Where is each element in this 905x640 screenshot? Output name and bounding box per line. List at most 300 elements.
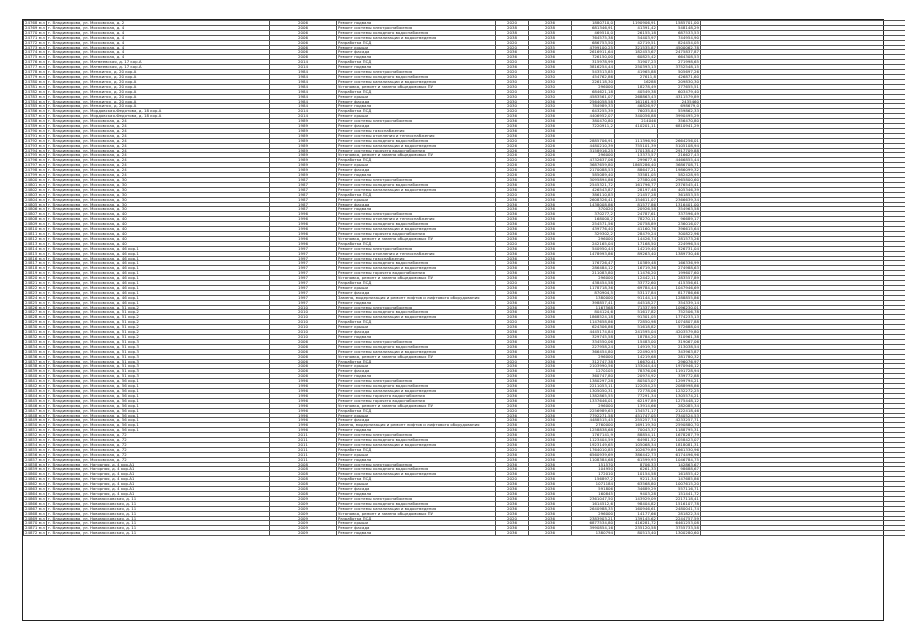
start-year-cell: 2036: [496, 251, 529, 256]
row-id-cell: 24846 м.з: [25, 403, 45, 408]
build-year-cell: 1997: [270, 281, 337, 286]
build-year-cell: 1996: [270, 212, 337, 217]
cost-component-cell: 268863,43: [615, 94, 658, 99]
build-year-cell: 1996: [270, 384, 337, 389]
row-id-cell: 24823 м.з: [25, 290, 45, 295]
cost-component-cell: 255257,74: [615, 418, 658, 423]
start-year-cell: 2036: [496, 374, 529, 379]
start-year-cell: 2026: [496, 143, 529, 148]
row-id-cell: 24841 м.з: [25, 378, 45, 384]
work-type-cell: Установка, ремонт и замена общедомовых ПУ: [337, 153, 496, 158]
cost-balance-cell: 1389730,46: [658, 251, 701, 256]
cost-balance-cell: 557116,71: [658, 487, 701, 492]
start-year-cell: 2030: [496, 79, 529, 84]
cost-balance-cell: 343963,87: [658, 349, 701, 354]
build-year-cell: 1996: [270, 222, 337, 227]
row-id-cell: 24862 м.з: [25, 481, 45, 487]
cost-balance-cell: 1516107,78: [658, 501, 701, 506]
total-cost-cell: 1147658,86: [572, 320, 615, 325]
start-year-cell: 2036: [496, 526, 529, 531]
cost-balance-cell: 2435460: [658, 99, 701, 104]
end-year-cell: 2036: [529, 398, 572, 403]
cost-component-cell: 88854,11: [615, 433, 658, 438]
total-cost-cell: 151570: [572, 462, 615, 467]
start-year-cell: 2036: [496, 393, 529, 398]
end-year-cell: 2036: [529, 271, 572, 276]
cost-balance-cell: 4500062,78: [658, 45, 701, 50]
row-id-cell: 24828 м.з: [25, 314, 45, 320]
row-id-cell: 24857 м.з: [25, 457, 45, 462]
address-cell: г. Владимирова, ул. Московская, д. 51 кор.2: [47, 330, 270, 335]
cost-component-cell: 61599,93: [615, 457, 658, 462]
row-id-cell: 24850 м.з: [25, 422, 45, 428]
work-type-cell: Ремонт системы канализации и водоотведения: [337, 349, 496, 354]
start-year-cell: 2036: [496, 384, 529, 389]
cost-component-cell: 51618,82: [615, 325, 658, 330]
cost-balance-cell: 282085,34: [658, 403, 701, 408]
end-year-cell: 2036: [529, 339, 572, 344]
start-year-cell: 2030: [496, 104, 529, 109]
address-cell: г. Владимирова, ул. Московская, д. 56 кор.1: [47, 398, 270, 403]
build-year-cell: 2006: [270, 374, 337, 379]
start-year-cell: 2036: [496, 379, 529, 384]
work-type-cell: Ремонт системы газоснабжения: [337, 256, 496, 261]
end-year-cell: 2036: [529, 128, 572, 133]
build-year-cell: 1989: [270, 153, 337, 158]
cost-balance-cell: 1275448,12: [658, 398, 701, 403]
start-year-cell: 2026: [496, 168, 529, 173]
cost-balance-cell: 1818081,31: [658, 442, 701, 447]
row-id-cell: 24812 м.з: [25, 236, 45, 241]
total-cost-cell: 2170088,53: [572, 168, 615, 173]
build-year-cell: 2010: [270, 305, 337, 310]
start-year-cell: 2036: [496, 472, 529, 477]
address-cell: г. Владимирова, ул. Менжинск, д. 20 кор.А: [47, 84, 270, 89]
build-year-cell: 2006: [270, 30, 337, 35]
address-cell: г. Владимирова, ул. Московская, д. 51 кор.2: [47, 325, 270, 330]
build-year-cell: 1987: [270, 202, 337, 207]
build-year-cell: 1984: [270, 99, 337, 104]
cost-balance-cell: 2480041,74: [658, 506, 701, 511]
start-year-cell: 2030: [496, 94, 529, 99]
build-year-cell: 2009: [270, 511, 337, 516]
start-year-cell: 2036: [496, 197, 529, 202]
cost-component-cell: 88647,21: [615, 168, 658, 173]
total-cost-cell: 1380297,28: [572, 379, 615, 384]
total-cost-cell: 296000: [572, 276, 615, 281]
cost-balance-cell: 2217118,41: [658, 496, 701, 501]
cost-component-cell: 16288: [615, 79, 658, 84]
work-type-cell: Ремонт системы канализации и водоотведения: [337, 79, 496, 84]
start-year-cell: 2020: [496, 320, 529, 325]
work-type-cell: Ремонт системы канализации и водоотведения: [337, 388, 496, 393]
total-cost-cell: 1123404,59: [572, 438, 615, 443]
end-year-cell: 2036: [529, 388, 572, 393]
row-id-cell: 24855 м.з: [25, 447, 45, 452]
cost-balance-cell: 339772,88: [658, 374, 701, 379]
cost-balance-cell: 236016,07: [658, 222, 701, 227]
cost-balance-cell: 142863,67: [658, 462, 701, 467]
row-id-cell: 24866 м.з: [25, 501, 45, 506]
cost-component-cell: 133044,44: [615, 364, 658, 369]
work-type-cell: Ремонт подвала: [337, 374, 496, 379]
build-year-cell: 2014: [270, 65, 337, 70]
cost-component-cell: 214046: [615, 119, 658, 124]
row-id-cell: 24786 м.з: [25, 108, 45, 114]
work-type-cell: Ремонт системы холодного водоснабжения: [337, 182, 496, 187]
build-year-cell: 2010: [270, 315, 337, 320]
total-cost-cell: 2885706,91: [572, 138, 615, 143]
build-year-cell: 1996: [270, 217, 337, 222]
work-type-cell: Установка, ремонт и замена общедомовых ПУ: [337, 276, 496, 281]
total-cost-cell: 380470,80: [572, 119, 615, 124]
total-cost-cell: 226118,30: [572, 79, 615, 84]
end-year-cell: 2036: [529, 364, 572, 369]
address-cell: г. Владимирова, ул. Новомосковская, д. 11: [47, 521, 270, 526]
row-id-cell: 24788 м.з: [25, 118, 45, 124]
total-cost-cell: 1382865,55: [572, 393, 615, 398]
address-cell: г. Владимирова, ул. Московская, д. 56 кор.1: [47, 384, 270, 389]
build-year-cell: 2006: [270, 359, 337, 364]
end-year-cell: 2030: [529, 89, 572, 94]
address-cell: г. Владимирова, ул. Московская, д. 46 кор.1: [47, 266, 270, 271]
total-cost-cell: 242165,04: [572, 241, 615, 246]
address-cell: г. Владимирова, ул. Московская, д. 56 кор.1: [47, 413, 270, 418]
row-id-cell: 24832 м.з: [25, 334, 45, 339]
row-id-cell: 24808 м.з: [25, 216, 45, 222]
total-cost-cell: 3158916,25: [572, 148, 615, 153]
cost-component-cell: 134571,17: [615, 408, 658, 413]
cost-component-cell: 755101,39: [615, 143, 658, 148]
end-year-cell: 2036: [529, 305, 572, 310]
row-id-cell: 24770 м.з: [25, 30, 45, 35]
start-year-cell: 2038: [496, 30, 529, 35]
end-year-cell: 2036: [529, 526, 572, 531]
cost-balance-cell: 337596,49: [658, 212, 701, 217]
cost-balance-cell: 98688,67: [658, 467, 701, 472]
work-type-cell: Ремонт подвала: [337, 207, 496, 212]
row-id-cell: 24804 м.з: [25, 197, 45, 202]
start-year-cell: 2036: [496, 124, 529, 129]
build-year-cell: 1989: [270, 148, 337, 153]
work-type-cell: Ремонт фасада: [337, 99, 496, 104]
build-year-cell: 2009: [270, 521, 337, 526]
address-cell: г. Владимирова, ул. Московская, д. 72: [47, 442, 270, 447]
address-cell: г. Владимирова, ул. Нагорная, д. 4 кор.А1: [47, 482, 270, 487]
row-id-cell: 24867 м.з: [25, 506, 45, 511]
cost-balance-cell: 354963,58: [658, 207, 701, 212]
cost-component-cell: 340056,88: [615, 114, 658, 119]
end-year-cell: 2036: [529, 506, 572, 511]
end-year-cell: 2038: [529, 35, 572, 40]
work-type-cell: Ремонт системы горячего водоснабжения: [337, 271, 496, 276]
end-year-cell: 2036: [529, 55, 572, 60]
address-cell: г. Владимирова, ул. Московская, д. 4: [47, 50, 270, 55]
address-cell: г. Владимирова, ул. Московская, д. 24: [47, 128, 270, 133]
row-id-cell: 24845 м.з: [25, 398, 45, 403]
work-type-cell: Разработка ПСД: [337, 60, 496, 65]
address-cell: г. Владимирова, ул. Мордовская-Федотова, д. 18 кор.А: [47, 114, 270, 119]
repair-schedule-table: [23, 20, 905, 536]
work-type-cell: Ремонт крыши: [337, 413, 496, 418]
cost-component-cell: 6261,33: [615, 467, 658, 472]
cost-component-cell: 27611,8: [615, 74, 658, 79]
total-cost-cell: 312747,38: [572, 359, 615, 364]
build-year-cell: 1997: [270, 256, 337, 261]
start-year-cell: 2020: [496, 21, 529, 26]
row-id-cell: 24824 м.з: [25, 295, 45, 300]
work-type-cell: Ремонт системы электроснабжения: [337, 178, 496, 183]
end-year-cell: 2026: [529, 173, 572, 178]
total-cost-cell: 1167568: [572, 305, 615, 310]
row-id-cell: 24817 м.з: [25, 260, 45, 266]
start-year-cell: 2020: [496, 516, 529, 521]
build-year-cell: 1987: [270, 207, 337, 212]
end-year-cell: 2030: [529, 70, 572, 75]
address-cell: г. Владимирова, ул. Матвеевская, д. 17 кор.А: [47, 60, 270, 65]
total-cost-cell: 296000: [572, 511, 615, 516]
address-cell: г. Владимирова, ул. Московская, д. 46 кор.1: [47, 251, 270, 256]
start-year-cell: 2036: [496, 128, 529, 133]
build-year-cell: 1989: [270, 158, 337, 163]
end-year-cell: 2036: [529, 477, 572, 482]
start-year-cell: 2036: [496, 339, 529, 344]
work-type-cell: Ремонт системы электроснабжения: [337, 339, 496, 344]
start-year-cell: 2036: [496, 506, 529, 511]
row-id-cell: 24827 м.з: [25, 309, 45, 315]
address-cell: г. Владимирова, ул. Менжинск, д. 20 кор.А: [47, 104, 270, 109]
end-year-cell: 2036: [529, 65, 572, 70]
work-type-cell: Ремонт системы отопления и теплоснабжения: [337, 133, 496, 138]
build-year-cell: 1996: [270, 413, 337, 418]
address-cell: г. Владимирова, ул. Нагорная, д. 4 кор.А1: [47, 487, 270, 492]
row-id-cell: 24820 м.з: [25, 275, 45, 281]
cost-balance-cell: 7340524,53: [658, 413, 701, 418]
end-year-cell: 2036: [529, 266, 572, 271]
work-type-cell: Ремонт системы отопления и теплоснабжения: [337, 217, 496, 222]
empty-cell: [701, 531, 905, 536]
total-cost-cell: 1478993,86: [572, 251, 615, 256]
cost-balance-cell: 6461253,08: [658, 521, 701, 526]
cost-component-cell: 41965,88: [615, 70, 658, 75]
build-year-cell: 2011: [270, 442, 337, 447]
row-id-cell: 24869 м.з: [25, 516, 45, 521]
total-cost-cell: 254571,56: [572, 222, 615, 227]
address-cell: г. Владимирова, ул. Новомосковская, д. 11: [47, 526, 270, 531]
cost-component-cell: 11476,20: [615, 271, 658, 276]
work-type-cell: Ремонт системы горячего водоснабжения: [337, 148, 496, 153]
total-cost-cell: 681346,91: [572, 25, 615, 30]
row-id-cell: 24780 м.з: [25, 79, 45, 84]
work-type-cell: Ремонт крыши: [337, 114, 496, 119]
end-year-cell: 2036: [529, 276, 572, 281]
work-type-cell: Разработка ПСД: [337, 109, 496, 114]
build-year-cell: 1984: [270, 70, 337, 75]
row-id-cell: 24852 м.з: [25, 432, 45, 438]
end-year-cell: 2036: [529, 349, 572, 354]
build-year-cell: 2011: [270, 452, 337, 457]
address-cell: г. Владимирова, ул. Московская, д. 72: [47, 447, 270, 452]
work-type-cell: Разработка ПСД: [337, 281, 496, 286]
row-id-cell: 24816 м.з: [25, 256, 45, 261]
end-year-cell: 2036: [529, 516, 572, 521]
address-cell: г. Владимирова, ул. Мордовская-Федотова, д. 18 кор.А: [47, 109, 270, 114]
build-year-cell: 1997: [270, 246, 337, 251]
cost-balance-cell: 2088998,86: [658, 384, 701, 389]
end-year-cell: 2026: [529, 138, 572, 143]
total-cost-cell: 6560939,69: [572, 452, 615, 457]
row-id-cell: 24813 м.з: [25, 241, 45, 246]
total-cost-cell: 172010: [572, 472, 615, 477]
total-cost-cell: 591806: [572, 487, 615, 492]
start-year-cell: 2036: [496, 462, 529, 467]
cost-balance-cell: 1191728,94: [658, 369, 701, 374]
build-year-cell: 1997: [270, 300, 337, 305]
cost-component-cell: 8706,33: [615, 462, 658, 467]
work-type-cell: Ремонт системы горячего водоснабжения: [337, 231, 496, 236]
cost-component-cell: 16670,41: [615, 359, 658, 364]
address-cell: г. Владимирова, ул. Московская, д. 30: [47, 178, 270, 183]
start-year-cell: 2030: [496, 84, 529, 89]
cost-component-cell: 64981,52: [615, 438, 658, 443]
total-cost-cell: 2211053,11: [572, 384, 615, 389]
start-year-cell: 2036: [496, 369, 529, 374]
start-year-cell: 2036: [496, 315, 529, 320]
cost-component-cell: 41160,76: [615, 227, 658, 232]
address-cell: г. Владимирова, ул. Московская, д. 30: [47, 187, 270, 192]
row-id-cell: 24784 м.з: [25, 99, 45, 104]
end-year-cell: 2036: [529, 335, 572, 340]
cost-balance-cell: 96689,17: [658, 217, 701, 222]
end-year-cell: 2036: [529, 295, 572, 300]
work-type-cell: Ремонт системы холодного водоснабжения: [337, 261, 496, 266]
cost-component-cell: 13914,66: [615, 403, 658, 408]
cost-balance-cell: 354339,14: [658, 300, 701, 305]
total-cost-cell: 543513,85: [572, 70, 615, 75]
start-year-cell: 2036: [496, 285, 529, 290]
end-year-cell: 2036: [529, 285, 572, 290]
cost-component-cell: 24787,61: [615, 212, 658, 217]
work-type-cell: Ремонт подвала: [337, 173, 496, 178]
start-year-cell: 2020: [496, 241, 529, 246]
start-year-cell: 2020: [496, 447, 529, 452]
start-year-cell: 2036: [496, 227, 529, 232]
row-id-cell: 24863 м.з: [25, 486, 45, 492]
build-year-cell: 2006: [270, 369, 337, 374]
total-cost-cell: 360747,80: [572, 374, 615, 379]
cost-balance-cell: 319067,06: [658, 339, 701, 344]
cost-component-cell: 78376,06: [615, 369, 658, 374]
start-year-cell: 2036: [496, 114, 529, 119]
cost-component-cell: 139145,62: [615, 516, 658, 521]
address-cell: г. Владимирова, ул. Московская, д. 72: [47, 457, 270, 462]
address-cell: г. Владимирова, ул. Нагорная, д. 4 кор.А1: [47, 467, 270, 472]
total-cost-cell: 3816254,44: [572, 65, 615, 70]
address-cell: г. Владимирова, ул. Московская, д. 51 кор.2: [47, 310, 270, 315]
start-year-cell: 2036: [496, 482, 529, 487]
address-cell: г. Владимирова, ул. Московская, д. 51 кор.2: [47, 320, 270, 325]
build-year-cell: 2006: [270, 354, 337, 359]
work-type-cell: Ремонт системы отопления и теплоснабжения: [337, 251, 496, 256]
build-year-cell: 2010: [270, 325, 337, 330]
row-id-cell: 24806 м.з: [25, 206, 45, 212]
row-id-cell: 24847 м.з: [25, 408, 45, 413]
cost-balance-cell: 283557,89: [658, 276, 701, 281]
start-year-cell: 2020: [496, 40, 529, 45]
work-type-cell: Разработка ПСД: [337, 89, 496, 94]
work-type-cell: Ремонт системы электроснабжения: [337, 212, 496, 217]
end-year-cell: 2036: [529, 50, 572, 55]
address-cell: г. Владимирова, ул. Московская, д. 40: [47, 217, 270, 222]
cost-component-cell: 71337,99: [615, 305, 658, 310]
row-id-cell: 24771 м.з: [25, 35, 45, 40]
address-cell: г. Владимирова, ул. Московская, д. 51 кор.3: [47, 349, 270, 354]
end-year-cell: 2036: [529, 393, 572, 398]
work-type-cell: Замена, модернизация и ремонт лифтов и лифтового оборудования: [337, 295, 496, 300]
address-cell: г. Владимирова, ул. Московская, д. 46 кор.1: [47, 300, 270, 305]
end-year-cell: 2036: [529, 457, 572, 462]
total-cost-cell: 2383903,21: [572, 516, 615, 521]
address-cell: г. Владимирова, ул. Московская, д. 51 кор.3: [47, 339, 270, 344]
cost-component-cell: 416281,72: [615, 521, 658, 526]
total-cost-cell: 469510,0: [572, 30, 615, 35]
end-year-cell: 2036: [529, 452, 572, 457]
spreadsheet-page: [22, 19, 884, 621]
address-cell: г. Владимирова, ул. Московская, д. 30: [47, 202, 270, 207]
total-cost-cell: 4480210,39: [572, 143, 615, 148]
end-year-cell: 2036: [529, 472, 572, 477]
address-cell: г. Владимирова, ул. Нагорная, д. 4 кор.А1: [47, 472, 270, 477]
work-type-cell: Установка, ремонт и замена общедомовых ПУ: [337, 354, 496, 359]
cost-component-cell: 451747,05: [615, 413, 658, 418]
start-year-cell: 2036: [496, 492, 529, 497]
end-year-cell: 2036: [529, 501, 572, 506]
build-year-cell: 2009: [270, 531, 337, 536]
cost-balance-cell: 405346,39: [658, 187, 701, 192]
build-year-cell: 2006: [270, 55, 337, 60]
end-year-cell: 2036: [529, 310, 572, 315]
end-year-cell: 2036: [529, 315, 572, 320]
address-cell: г. Владимирова, ул. Московская, д. 56 кор.1: [47, 379, 270, 384]
work-type-cell: Разработка ПСД: [337, 359, 496, 364]
cost-balance-cell: 415356,61: [658, 281, 701, 286]
work-type-cell: Разработка ПСД: [337, 158, 496, 163]
work-type-cell: Замена, модернизация и ремонт лифтов и лифтового оборудования: [337, 423, 496, 428]
build-year-cell: 1997: [270, 261, 337, 266]
address-cell: г. Владимирова, ул. Московская, д. 46 кор.1: [47, 295, 270, 300]
cost-balance-cell: 1316401,00: [658, 202, 701, 207]
work-type-cell: Ремонт системы горячего водоснабжения: [337, 398, 496, 403]
total-cost-cell: 296000: [572, 236, 615, 241]
row-id-cell: 24794 м.з: [25, 148, 45, 153]
end-year-cell: 2036: [529, 433, 572, 438]
address-cell: г. Владимирова, ул. Московская, д. 51 кор.2: [47, 335, 270, 340]
address-cell: г. Владимирова, ул. Московская, д. 40: [47, 236, 270, 241]
total-cost-cell: 296000: [572, 153, 615, 158]
start-year-cell: 2036: [496, 261, 529, 266]
total-cost-cell: 1071184: [572, 482, 615, 487]
row-id-cell: 24768 м.з: [25, 20, 45, 25]
start-year-cell: 2020: [496, 158, 529, 163]
end-year-cell: 2036: [529, 290, 572, 295]
total-cost-cell: 370277,2: [572, 212, 615, 217]
cost-balance-cell: 559862,33: [658, 109, 701, 114]
address-cell: г. Владимирова, ул. Нагорная, д. 4 кор.А1: [47, 492, 270, 497]
work-type-cell: Ремонт системы холодного водоснабжения: [337, 310, 496, 315]
cost-balance-cell: 1232272,25: [658, 388, 701, 393]
build-year-cell: 2011: [270, 438, 337, 443]
start-year-cell: 2036: [496, 438, 529, 443]
